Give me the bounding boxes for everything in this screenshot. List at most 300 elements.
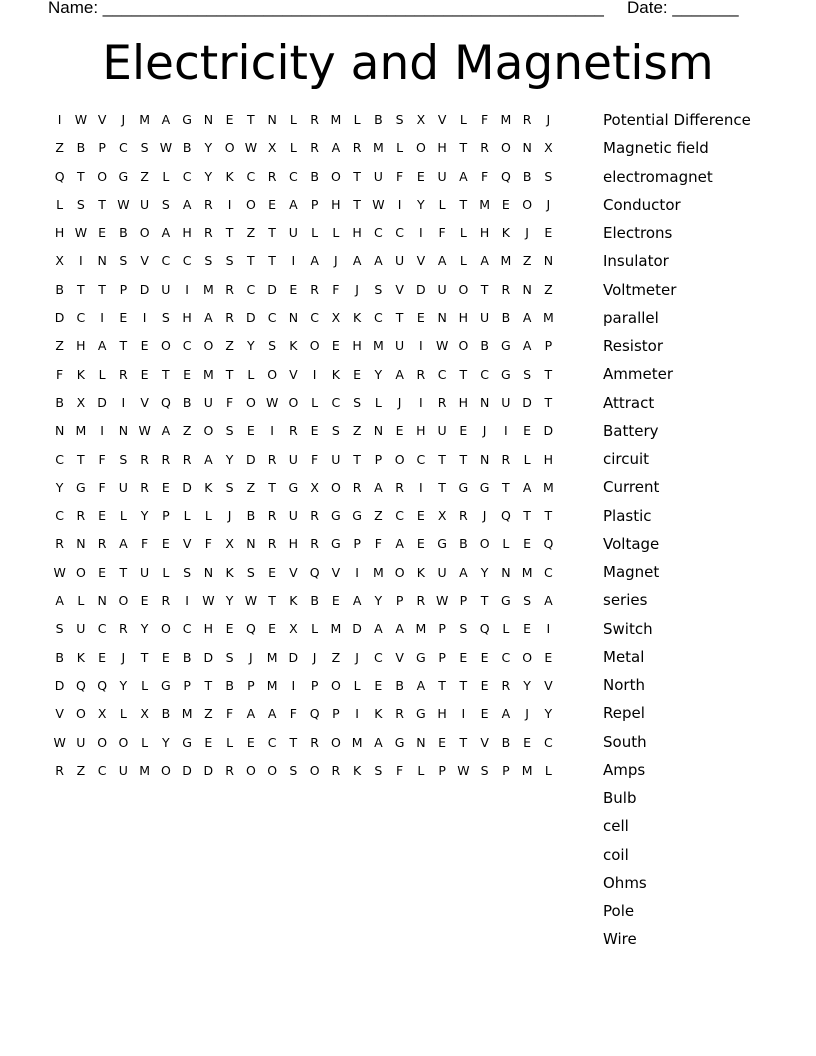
- grid-letter: C: [246, 168, 256, 184]
- grid-letter: E: [161, 479, 170, 495]
- grid-letter: R: [459, 508, 468, 524]
- grid-letter: N: [267, 112, 277, 127]
- grid-letter: U: [140, 196, 150, 212]
- grid-letter: E: [268, 196, 277, 212]
- word-list-item: Potential Difference: [603, 111, 751, 129]
- grid-letter: C: [544, 564, 553, 580]
- grid-letter: Z: [246, 479, 256, 495]
- grid-letter: L: [353, 677, 361, 693]
- grid-letter: G: [182, 734, 192, 750]
- grid-letter: T: [77, 281, 85, 297]
- grid-letter: C: [331, 394, 341, 410]
- grid-letter: F: [374, 536, 382, 552]
- grid-letter: Y: [204, 140, 213, 156]
- grid-letter: W: [265, 394, 279, 410]
- grid-letter: L: [311, 621, 319, 637]
- word-list-item: Magnetic field: [603, 139, 709, 158]
- grid-letter: Q: [309, 564, 320, 580]
- grid-letter: T: [353, 168, 361, 184]
- grid-letter: L: [247, 366, 255, 382]
- grid-letter: J: [525, 706, 529, 722]
- grid-letter: L: [162, 168, 170, 184]
- grid-letter: X: [55, 253, 64, 269]
- grid-letter: H: [182, 310, 192, 326]
- grid-letter: J: [355, 281, 359, 297]
- grid-letter: V: [480, 734, 489, 750]
- grid-letter: V: [55, 706, 64, 722]
- grid-letter: E: [225, 621, 234, 637]
- grid-letter: W: [435, 338, 449, 354]
- grid-letter: H: [76, 338, 86, 354]
- grid-letter: K: [353, 310, 362, 326]
- grid-letter: O: [160, 621, 171, 637]
- grid-letter: R: [501, 451, 511, 467]
- grid-letter: S: [225, 479, 234, 495]
- grid-letter: H: [437, 706, 447, 722]
- grid-letter: I: [419, 338, 423, 354]
- grid-letter: P: [438, 621, 446, 637]
- word-list-item: Voltmeter: [603, 280, 677, 299]
- grid-letter: T: [459, 734, 468, 750]
- grid-letter: R: [310, 112, 319, 127]
- grid-letter: C: [374, 310, 383, 326]
- grid-letter: D: [54, 677, 65, 693]
- grid-letter: C: [76, 310, 86, 326]
- grid-letter: C: [246, 281, 256, 297]
- grid-letter: R: [522, 112, 532, 127]
- grid-letter: A: [374, 253, 383, 269]
- grid-letter: P: [98, 140, 106, 156]
- grid-letter: N: [522, 140, 532, 156]
- grid-letter: E: [225, 112, 234, 127]
- grid-letter: B: [501, 734, 511, 750]
- grid-letter: Y: [374, 366, 383, 382]
- grid-letter: A: [374, 734, 383, 750]
- grid-letter: Z: [331, 649, 341, 665]
- grid-letter: X: [544, 140, 553, 156]
- grid-letter: A: [374, 621, 383, 637]
- grid-letter: A: [395, 366, 404, 382]
- grid-letter: L: [459, 225, 467, 241]
- grid-letter: Z: [182, 423, 192, 439]
- grid-letter: R: [161, 451, 171, 467]
- grid-letter: O: [309, 338, 320, 354]
- grid-letter: A: [331, 140, 341, 156]
- grid-letter: T: [438, 677, 446, 693]
- grid-letter: O: [224, 140, 235, 156]
- grid-letter: S: [353, 394, 362, 410]
- grid-letter: T: [225, 366, 234, 382]
- grid-letter: M: [266, 677, 278, 693]
- grid-letter: V: [416, 253, 426, 269]
- grid-letter: L: [204, 508, 212, 524]
- grid-letter: E: [140, 593, 149, 609]
- grid-letter: F: [226, 394, 234, 410]
- grid-letter: L: [56, 196, 64, 212]
- grid-letter: M: [181, 706, 193, 722]
- grid-letter: X: [331, 310, 341, 326]
- grid-letter: S: [119, 451, 128, 467]
- grid-letter: I: [100, 423, 104, 439]
- grid-letter: J: [227, 508, 232, 524]
- grid-letter: M: [521, 762, 533, 778]
- grid-letter: N: [373, 423, 384, 439]
- grid-letter: O: [500, 140, 511, 156]
- grid-letter: R: [182, 451, 192, 467]
- grid-letter: J: [121, 112, 126, 127]
- grid-letter: L: [289, 112, 297, 127]
- grid-letter: O: [75, 706, 86, 722]
- grid-letter: Q: [500, 168, 511, 184]
- grid-letter: E: [268, 621, 277, 637]
- grid-letter: E: [98, 564, 107, 580]
- grid-letter: O: [203, 338, 214, 354]
- page-title: Electricity and Magnetism: [102, 36, 714, 91]
- grid-letter: Y: [225, 451, 234, 467]
- grid-letter: L: [417, 762, 425, 778]
- grid-letter: V: [331, 564, 341, 580]
- grid-letter: X: [267, 140, 277, 156]
- grid-letter: D: [267, 281, 277, 297]
- grid-letter: T: [438, 479, 446, 495]
- grid-letter: R: [480, 140, 489, 156]
- grid-letter: E: [416, 310, 425, 326]
- grid-letter: E: [480, 677, 489, 693]
- grid-letter: F: [396, 762, 404, 778]
- grid-letter: E: [98, 508, 107, 524]
- date-field: Date: _______: [627, 0, 739, 17]
- grid-letter: S: [459, 621, 468, 637]
- grid-letter: R: [119, 621, 128, 637]
- grid-letter: S: [268, 338, 277, 354]
- grid-letter: J: [482, 423, 487, 439]
- grid-letter: E: [416, 508, 425, 524]
- grid-letter: D: [54, 310, 65, 326]
- grid-letter: T: [459, 140, 468, 156]
- word-list-item: Amps: [603, 760, 646, 779]
- word-list-item: Conductor: [603, 195, 681, 214]
- grid-letter: I: [355, 564, 359, 580]
- grid-letter: N: [416, 734, 426, 750]
- grid-letter: O: [458, 338, 469, 354]
- grid-letter: L: [311, 225, 319, 241]
- grid-letter: T: [247, 112, 255, 127]
- grid-letter: S: [76, 196, 85, 212]
- grid-letter: A: [289, 196, 298, 212]
- grid-letter: U: [437, 168, 447, 184]
- grid-letter: K: [289, 593, 298, 609]
- grid-letter: X: [97, 706, 107, 722]
- grid-letter: E: [246, 423, 255, 439]
- grid-letter: F: [311, 451, 319, 467]
- name-field: Name: _____________________________________________________: [48, 0, 604, 17]
- grid-letter: K: [225, 168, 234, 184]
- grid-letter: G: [458, 479, 469, 495]
- grid-letter: T: [77, 168, 85, 184]
- grid-letter: I: [121, 394, 126, 410]
- grid-letter: J: [546, 112, 551, 127]
- grid-letter: A: [161, 423, 171, 439]
- grid-letter: G: [501, 338, 511, 354]
- word-list-item: Pole: [603, 902, 635, 920]
- grid-letter: S: [374, 281, 383, 297]
- grid-letter: H: [479, 225, 490, 241]
- grid-letter: J: [121, 649, 126, 665]
- grid-letter: S: [331, 423, 340, 439]
- grid-row: [49, 762, 559, 790]
- grid-letter: P: [183, 677, 191, 693]
- grid-letter: C: [310, 310, 319, 326]
- grid-letter: F: [438, 225, 446, 241]
- grid-letter: Q: [97, 677, 108, 693]
- grid-letter: D: [352, 621, 362, 637]
- grid-row: [49, 394, 559, 422]
- grid-letter: C: [374, 649, 383, 665]
- grid-letter: M: [351, 734, 363, 750]
- grid-letter: G: [437, 536, 447, 552]
- grid-letter: C: [416, 451, 426, 467]
- grid-letter: F: [481, 168, 489, 184]
- grid-letter: A: [522, 338, 532, 354]
- grid-letter: B: [182, 394, 192, 410]
- grid-letter: Y: [544, 706, 553, 722]
- grid-letter: T: [119, 564, 128, 580]
- grid-letter: N: [97, 593, 107, 609]
- grid-letter: R: [225, 310, 234, 326]
- grid-letter: T: [268, 253, 276, 269]
- grid-letter: T: [395, 310, 404, 326]
- grid-letter: D: [416, 281, 426, 297]
- grid-letter: J: [312, 649, 317, 665]
- word-list: [603, 109, 751, 957]
- grid-letter: O: [330, 734, 341, 750]
- grid-letter: T: [162, 366, 170, 382]
- grid-letter: V: [544, 677, 553, 693]
- grid-letter: T: [480, 281, 489, 297]
- grid-letter: O: [245, 196, 256, 212]
- word-list-item: Plastic: [603, 506, 652, 525]
- grid-letter: C: [289, 168, 298, 184]
- grid-letter: A: [267, 706, 277, 722]
- grid-row: [49, 224, 559, 252]
- grid-letter: X: [310, 479, 319, 495]
- grid-letter: G: [118, 168, 129, 184]
- grid-letter: G: [501, 593, 511, 609]
- grid-letter: B: [310, 593, 319, 609]
- grid-letter: Q: [479, 621, 490, 637]
- grid-letter: R: [204, 196, 213, 212]
- grid-letter: O: [330, 168, 341, 184]
- grid-letter: U: [373, 168, 383, 184]
- grid-letter: R: [352, 479, 362, 495]
- word-list-item: Bulb: [603, 789, 637, 807]
- grid-letter: Q: [54, 168, 65, 184]
- grid-row: [49, 592, 559, 620]
- grid-letter: F: [141, 536, 149, 552]
- grid-letter: T: [268, 593, 276, 609]
- grid-letter: G: [501, 366, 511, 382]
- grid-letter: Z: [140, 168, 149, 184]
- grid-letter: S: [374, 762, 383, 778]
- grid-letter: R: [76, 508, 86, 524]
- grid-letter: R: [204, 225, 213, 241]
- grid-letter: K: [225, 564, 234, 580]
- grid-letter: G: [352, 508, 362, 524]
- grid-letter: B: [310, 168, 319, 184]
- grid-letter: D: [182, 762, 192, 778]
- grid-letter: T: [502, 479, 510, 495]
- grid-letter: O: [118, 734, 129, 750]
- grid-letter: E: [140, 338, 149, 354]
- grid-letter: B: [55, 281, 64, 297]
- grid-letter: I: [419, 394, 423, 410]
- grid-letter: I: [227, 196, 232, 212]
- grid-letter: Y: [374, 593, 383, 609]
- grid-letter: R: [140, 451, 149, 467]
- grid-letter: L: [119, 508, 127, 524]
- grid-letter: J: [546, 196, 551, 212]
- grid-row: [49, 451, 559, 479]
- grid-letter: B: [480, 338, 489, 354]
- word-list-item: circuit: [603, 450, 650, 468]
- grid-letter: U: [76, 621, 86, 637]
- grid-letter: K: [353, 762, 362, 778]
- grid-letter: O: [245, 762, 256, 778]
- grid-letter: I: [100, 310, 104, 326]
- grid-letter: Y: [162, 734, 170, 750]
- grid-letter: K: [76, 649, 85, 665]
- grid-letter: E: [523, 423, 532, 439]
- grid-letter: Z: [204, 706, 213, 722]
- grid-letter: L: [226, 734, 234, 750]
- grid-letter: Q: [160, 394, 171, 410]
- grid-letter: A: [501, 706, 511, 722]
- grid-letter: H: [416, 423, 426, 439]
- grid-letter: D: [246, 310, 256, 326]
- grid-letter: Q: [309, 706, 320, 722]
- grid-letter: C: [501, 649, 511, 665]
- grid-letter: T: [544, 394, 553, 410]
- grid-letter: T: [98, 281, 106, 297]
- grid-letter: N: [97, 253, 107, 269]
- grid-letter: E: [480, 649, 489, 665]
- grid-letter: F: [332, 281, 340, 297]
- grid-letter: R: [140, 479, 149, 495]
- grid-letter: R: [501, 677, 511, 693]
- grid-letter: R: [416, 593, 426, 609]
- grid-row: [49, 507, 559, 535]
- grid-letter: T: [353, 451, 361, 467]
- grid-letter: O: [245, 394, 256, 410]
- grid-letter: I: [397, 196, 402, 212]
- grid-letter: Y: [225, 593, 234, 609]
- grid-letter: S: [523, 366, 532, 382]
- word-list-item: Attract: [603, 393, 655, 412]
- grid-letter: B: [395, 677, 404, 693]
- grid-letter: M: [372, 338, 384, 354]
- grid-letter: N: [54, 423, 65, 439]
- grid-letter: S: [140, 140, 149, 156]
- grid-letter: M: [139, 762, 151, 778]
- grid-letter: Q: [543, 536, 554, 552]
- grid-row: [49, 337, 559, 365]
- grid-letter: P: [395, 593, 404, 609]
- grid-letter: G: [288, 479, 299, 495]
- word-list-item: Resistor: [603, 337, 663, 355]
- grid-letter: T: [544, 508, 553, 524]
- grid-letter: F: [98, 451, 106, 467]
- word-list-item: electromagnet: [603, 167, 713, 186]
- grid-letter: L: [459, 112, 467, 127]
- grid-letter: B: [119, 225, 128, 241]
- grid-letter: M: [542, 479, 554, 495]
- grid-letter: O: [139, 225, 150, 241]
- grid-letter: A: [416, 677, 426, 693]
- grid-letter: I: [79, 253, 83, 269]
- word-list-item: Ohms: [603, 873, 647, 892]
- grid-letter: X: [437, 508, 447, 524]
- grid-letter: C: [119, 140, 128, 156]
- grid-letter: E: [374, 677, 383, 693]
- grid-letter: M: [202, 366, 214, 382]
- grid-letter: B: [246, 508, 256, 524]
- grid-letter: E: [416, 168, 425, 184]
- grid-letter: S: [395, 112, 404, 127]
- grid-letter: V: [140, 394, 149, 410]
- grid-letter: C: [395, 225, 404, 241]
- grid-letter: B: [374, 112, 383, 127]
- grid-letter: N: [118, 423, 129, 439]
- grid-letter: R: [267, 536, 277, 552]
- grid-letter: L: [332, 225, 340, 241]
- grid-letter: I: [185, 281, 189, 297]
- grid-letter: W: [202, 593, 215, 609]
- grid-letter: M: [372, 564, 384, 580]
- grid-letter: E: [544, 649, 553, 665]
- grid-letter: P: [502, 762, 510, 778]
- grid-letter: A: [161, 112, 171, 127]
- grid-letter: U: [480, 310, 490, 326]
- grid-letter: T: [140, 649, 149, 665]
- grid-row: [49, 705, 559, 733]
- grid-letter: A: [522, 310, 532, 326]
- grid-letter: O: [203, 423, 214, 439]
- grid-letter: O: [160, 762, 171, 778]
- grid-letter: O: [267, 762, 278, 778]
- grid-letter: O: [522, 196, 533, 212]
- grid-letter: T: [459, 677, 468, 693]
- grid-letter: K: [501, 225, 510, 241]
- grid-letter: S: [119, 253, 128, 269]
- grid-letter: P: [162, 508, 170, 524]
- grid-letter: F: [289, 706, 297, 722]
- grid-letter: B: [76, 140, 86, 156]
- grid-letter: D: [139, 281, 150, 297]
- grid-row: [49, 422, 559, 450]
- grid-row: [49, 111, 559, 139]
- grid-letter: P: [310, 677, 319, 693]
- grid-letter: A: [97, 338, 107, 354]
- grid-letter: T: [247, 253, 255, 269]
- grid-letter: N: [76, 536, 86, 552]
- grid-letter: W: [457, 762, 470, 778]
- grid-letter: O: [288, 394, 299, 410]
- grid-letter: R: [395, 706, 404, 722]
- grid-letter: A: [182, 196, 192, 212]
- word-list-item: Magnet: [603, 563, 660, 581]
- grid-letter: P: [119, 281, 128, 297]
- grid-letter: G: [182, 112, 192, 127]
